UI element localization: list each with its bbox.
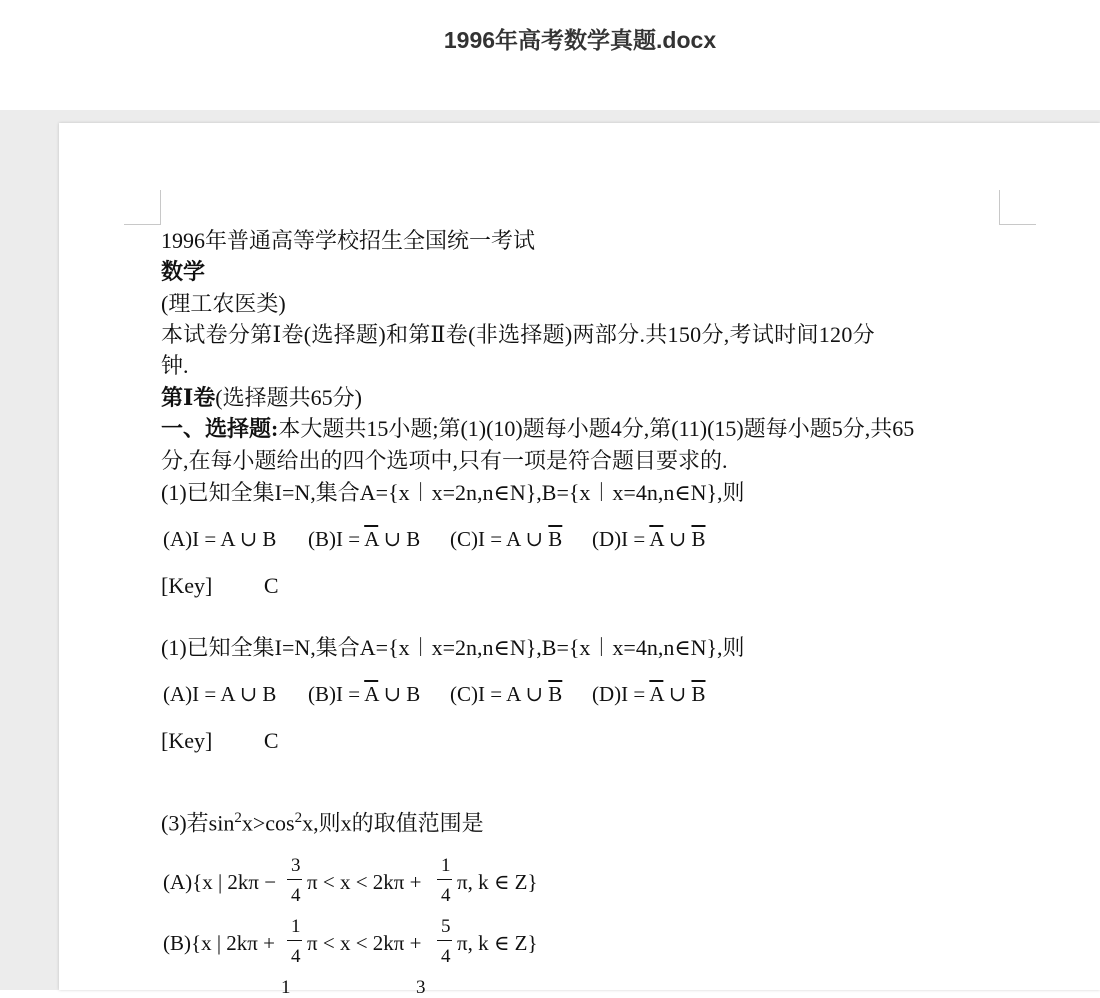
- intro-line-1: 本试卷分第Ⅰ卷(选择题)和第Ⅱ卷(非选择题)两部分.共150分,考试时间120分: [161, 322, 875, 347]
- q1-option-b: $(B)I = \overline{A}$ ∪ B: [308, 527, 421, 551]
- q3-option-a-start: (A){x | 2kπ −: [163, 870, 277, 894]
- q1-option-c: (C)I = A ∪ $\overline{B}$: [450, 527, 563, 551]
- q3-option-b-middle: π < x < 2kπ +: [307, 931, 422, 955]
- q3-option-a-middle: π < x < 2kπ +: [307, 870, 422, 894]
- fraction-denominator: 4: [291, 885, 301, 906]
- category-line: (理工农医类): [161, 291, 286, 316]
- fraction-numerator: 1: [291, 916, 301, 937]
- q1-key: [161, 575, 279, 597]
- page-corner-mark-top-right: [999, 190, 1036, 225]
- q1-option-c-repeat: (C)I = A ∪ $\overline{B}$: [450, 682, 563, 706]
- fraction-bar: [437, 879, 452, 880]
- fraction-numerator: 3: [291, 855, 301, 876]
- q1-option-a: (A)I = A ∪ B: [163, 527, 277, 551]
- q3-option-b-end: π, k ∈ Z}: [457, 931, 538, 955]
- q1-text-repeat: (1)已知全集I=N,集合A={x︱x=2n,n∈N},B={x︱x=4n,n∈N},则: [161, 635, 745, 660]
- key-label: [Key]: [161, 573, 213, 598]
- complement-b: $\overline{B}$: [691, 682, 706, 706]
- fraction-bar: [287, 940, 302, 941]
- complement-a: $\overline{A}$: [364, 527, 379, 551]
- q1-option-b-repeat: $(B)I = \overline{A}$ ∪ B: [308, 682, 421, 706]
- q1-text: (1)已知全集I=N,集合A={x︱x=2n,n∈N},B={x︱x=4n,n∈N},则: [161, 480, 745, 505]
- fraction-denominator: 4: [441, 885, 451, 906]
- section1-line-1: [161, 418, 914, 440]
- fraction-numerator: 1: [281, 977, 291, 998]
- part1-desc: (选择题共65分): [215, 385, 362, 410]
- fraction-denominator: 4: [291, 946, 301, 967]
- complement-b: $\overline{B}$: [691, 527, 706, 551]
- complement-b: $\overline{B}$: [548, 682, 563, 706]
- fraction-numerator: 3: [416, 977, 426, 998]
- part1-label: 第Ⅰ卷: [161, 385, 216, 410]
- part1-heading: [161, 387, 362, 409]
- q3-option-b-start: (B){x | 2kπ +: [163, 931, 275, 955]
- complement-a: $\overline{A}$: [649, 527, 664, 551]
- complement-b: $\overline{B}$: [548, 527, 563, 551]
- q3-option-a-end: π, k ∈ Z}: [457, 870, 538, 894]
- document-title: 1996年高考数学真题.docx: [443, 27, 717, 53]
- q1-key-repeat: [161, 730, 279, 752]
- q1-option-d-repeat: $(D)I = \overline{A}$ ∪ $\overline{B}$: [592, 682, 706, 706]
- key-label: [Key]: [161, 728, 213, 753]
- subject-heading: 数学: [161, 259, 206, 284]
- intro-line-2: 钟.: [161, 353, 189, 378]
- section1-line-2: 分,在每小题给出的四个选项中,只有一项是符合题目要求的.: [161, 448, 728, 473]
- q3-text: (3)若$\sin^2x>\cos^2x$,则x的取值范围是: [161, 810, 484, 836]
- key-value: C: [263, 728, 279, 753]
- fraction-bar: [437, 940, 452, 941]
- fraction-bar: [287, 879, 302, 880]
- exam-title: 1996年普通高等学校招生全国统一考试: [161, 228, 536, 253]
- fraction-denominator: 4: [441, 946, 451, 967]
- page-corner-mark-top-left: [124, 190, 161, 225]
- document-page[interactable]: [59, 123, 1100, 990]
- complement-a: $\overline{A}$: [364, 682, 379, 706]
- q1-option-d: $(D)I = \overline{A}$ ∪ $\overline{B}$: [592, 527, 706, 551]
- fraction-numerator: 1: [441, 855, 451, 876]
- title-bar: [0, 0, 1100, 110]
- fraction-numerator: 5: [441, 916, 451, 937]
- section1-desc: 本大题共15小题;第(1)(10)题每小题4分,第(11)(15)题每小题5分,共65: [278, 416, 915, 441]
- key-value: C: [263, 573, 279, 598]
- section1-label: 一、选择题:: [161, 416, 279, 441]
- q1-option-a-repeat: (A)I = A ∪ B: [163, 682, 277, 706]
- complement-a: $\overline{A}$: [649, 682, 664, 706]
